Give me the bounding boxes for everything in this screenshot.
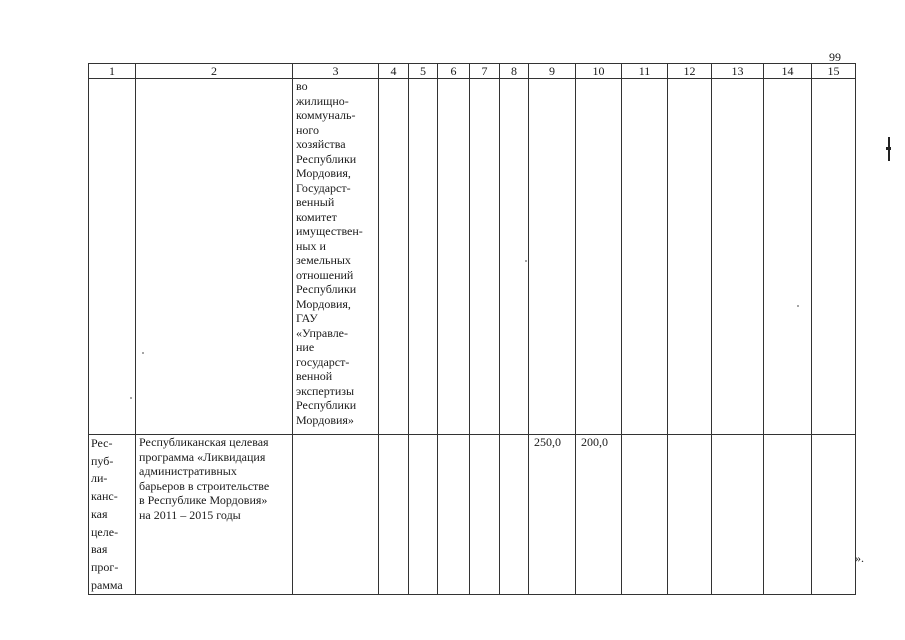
column-header: 7 xyxy=(470,64,500,79)
column-header: 5 xyxy=(409,64,438,79)
column-header: 10 xyxy=(576,64,622,79)
table-cell xyxy=(409,79,438,435)
table-row xyxy=(89,79,856,435)
edge-mark-tick xyxy=(886,147,891,150)
table-cell xyxy=(379,435,409,595)
column-header: 6 xyxy=(438,64,470,79)
table-cell xyxy=(409,435,438,595)
table-cell xyxy=(379,79,409,435)
table-cell xyxy=(470,79,500,435)
table-cell xyxy=(764,435,812,595)
table-cell xyxy=(293,435,379,595)
column-header: 12 xyxy=(668,64,712,79)
table-cell xyxy=(136,79,293,435)
column-header: 11 xyxy=(622,64,668,79)
column-header: 2 xyxy=(136,64,293,79)
amount-cell: 250,0 xyxy=(529,435,576,595)
table-cell xyxy=(500,79,529,435)
table-cell xyxy=(764,79,812,435)
table-cell xyxy=(576,79,622,435)
table-cell xyxy=(89,79,136,435)
table-cell xyxy=(668,435,712,595)
column-header: 14 xyxy=(764,64,812,79)
column-header: 8 xyxy=(500,64,529,79)
program-name-cell: Республиканская целевая программа «Ликвидация административных барьеров в строительстве в Республике Мордовия» на 2011 – 2015 годы xyxy=(136,435,293,595)
table-cell xyxy=(812,435,856,595)
table-cell xyxy=(529,79,576,435)
column-header: 9 xyxy=(529,64,576,79)
table-cell xyxy=(668,79,712,435)
responsible-executor-cell: во жилищно- коммуналь- ного хозяйства Республики Мордовия, Государст- венный комитет имуществен- ных и земельных отношений Республики Мордовия, ГАУ «Управле- ние государст- венной экспертизы Республики Мордовия» xyxy=(293,79,379,435)
table-cell xyxy=(470,435,500,595)
table-cell xyxy=(438,79,470,435)
amount-cell: 200,0 xyxy=(576,435,622,595)
program-type-cell: Рес- пуб- ли- канс- кая целе- вая прог- рамма xyxy=(89,435,136,595)
table-cell xyxy=(438,435,470,595)
page-number: 99 xyxy=(829,50,841,64)
table-cell xyxy=(712,435,764,595)
table-cell xyxy=(622,79,668,435)
header-row xyxy=(89,64,856,79)
column-header: 13 xyxy=(712,64,764,79)
closing-quote-mark: ». xyxy=(855,551,864,565)
column-header: 4 xyxy=(379,64,409,79)
table-cell xyxy=(622,435,668,595)
table-cell xyxy=(712,79,764,435)
table-cell xyxy=(812,79,856,435)
column-header: 3 xyxy=(293,64,379,79)
table-cell xyxy=(500,435,529,595)
column-header: 15 xyxy=(812,64,856,79)
budget-table xyxy=(88,63,856,595)
table-row xyxy=(89,435,856,595)
column-header: 1 xyxy=(89,64,136,79)
